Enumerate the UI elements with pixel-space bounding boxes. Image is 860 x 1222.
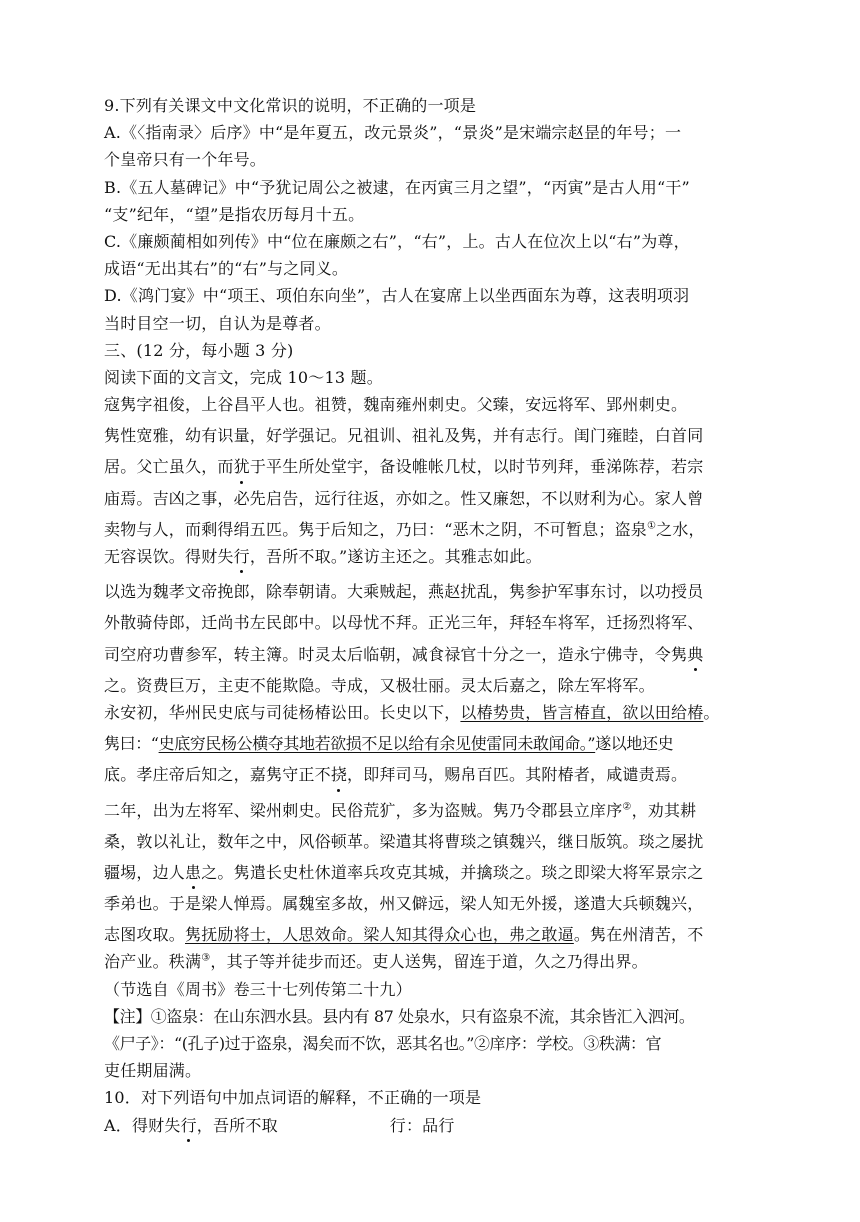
passage-line: [104, 543, 764, 570]
section-3-instruction: 阅读下面的文言文，完成 10～13 题。: [104, 367, 383, 387]
option-gloss: 行：品行: [389, 1115, 455, 1135]
passage-line: [104, 921, 764, 948]
passage-text: 治产业。秩满: [104, 952, 202, 972]
footnote-marker: ①: [646, 520, 657, 532]
passage-line: 以选为魏孝文帝挽郎，除奉朝请。大乘贼起，燕赵扰乱，隽参护军事东讨，以功授员: [104, 582, 704, 602]
passage-text: 。隽在州清苦，不: [573, 925, 704, 945]
exam-page: [104, 92, 764, 1139]
notes: [104, 1003, 764, 1085]
passage-source: （节选自《周书》卷三十七列传第二十九）: [104, 979, 412, 999]
passage-line: 桑，敦以礼让，数年之中，风俗顿革。梁遣其将曹琰之镇魏兴，继日版筑。琰之屡扰: [104, 831, 704, 851]
option-a-line-2: 个皇帝只有一个年号。: [104, 150, 267, 170]
option-c-line-1: C.《廉颇蔺相如列传》中“位在廉颇之右”，“右”，上。古人在位次上以“右”为尊，: [104, 231, 690, 251]
option-text: A．得财失: [104, 1115, 181, 1135]
underlined-sentence: 史底穷民杨公横夺其地若欲损不足以给有余见使雷同未敢闻命。”: [158, 734, 596, 754]
passage: [104, 391, 764, 976]
dotted-word: 挠: [331, 761, 347, 788]
passage-text: 隽曰：“: [104, 734, 159, 754]
note-line: 【注】①盗泉：在山东泗水县。县内有 87 处泉水，只有盗泉不流，其余皆汇入泗河。: [104, 1006, 695, 1026]
passage-line: 之。资费巨万，主吏不能欺隐。寺成，又极壮丽。灵太后嘉之，除左军将军。: [104, 675, 655, 695]
underlined-sentence: 以椿势贵，皆言椿直，欲以田给椿: [460, 702, 704, 722]
dotted-word: 行: [181, 1112, 197, 1139]
passage-text: ，即拜司马，赐帛百匹。其附椿者，咸谴责焉。: [347, 765, 688, 785]
question-9-stem: 9.下列有关课文中文化常识的说明，不正确的一项是: [104, 96, 477, 115]
passage-text: 卖物与人，而剩得绢五匹。隽于后知之，乃曰：“恶木之阴，不可暂息；盗泉: [104, 519, 647, 539]
dotted-word: 典: [687, 641, 703, 668]
passage-text: 。: [703, 702, 720, 722]
question-10: [104, 1084, 764, 1138]
passage-line: [104, 453, 764, 480]
passage-text: 二年，出为左将军、梁州刺史。民俗荒犷，多为盗贼。隽乃令郡县立庠序: [104, 800, 623, 820]
passage-line: [104, 859, 764, 886]
passage-text: 之水，: [656, 519, 705, 539]
passage-text: 志图攻取。: [104, 925, 186, 945]
passage-text: ，吾所不取。”遂访主还之。其雅志如此。: [249, 547, 542, 566]
passage-text: 于平生所处堂宇，备设帷帐几杖，以时节列拜，垂涕陈荐，若宗: [249, 457, 704, 477]
dotted-word: 患: [185, 859, 201, 886]
passage-text: 底。孝庄帝后知之，嘉隽守正不: [104, 765, 331, 785]
note-line: 《尸子》：“(孔子)过于盗泉，渴矣而不饮，恶其名也。”②庠序：学校。③秩满：官: [104, 1034, 662, 1053]
footnote-marker: ②: [622, 801, 632, 813]
passage-text: 之。隽遣长史杜休道率兵攻克其城，并擒琰之。琰之即梁大将军景宗之: [201, 862, 704, 882]
passage-text: 遂以地还史: [595, 734, 674, 754]
passage-line: [104, 730, 764, 757]
question-10-option-a: [104, 1112, 764, 1139]
passage-text: 居。父亡虽久，而: [104, 457, 234, 477]
option-b-line-2: “支”纪年，“望”是指农历每月十五。: [104, 204, 365, 224]
passage-line: 季弟也。于是梁人惮焉。属魏室多故，州又僻远，梁人知无外援，遂遣大兵顿魏兴，: [104, 894, 704, 914]
option-text: ，吾所不取: [196, 1115, 278, 1135]
passage-text: 司空府功曹参军，转主簿。时灵太后临朝，减食禄官十分之一，造永宁佛寺，令隽: [104, 644, 688, 664]
dotted-word: 犹: [234, 453, 250, 480]
passage-text: 永安初，华州民史底与司徒杨椿讼田。长史以下，: [104, 702, 461, 722]
note-line: 吏任期届满。: [104, 1061, 202, 1081]
dotted-word: 行: [234, 543, 250, 570]
passage-line: 隽性宽雅，幼有识量，好学强记。兄祖训、祖礼及隽，并有志行。闺门雍睦，白首同: [104, 426, 704, 446]
passage-line: [104, 797, 764, 824]
option-c-line-2: 成语“无出其右”的“右”与之同义。: [104, 259, 349, 279]
section-3-heading: 三、(12 分，每小题 3 分): [104, 340, 294, 360]
option-a-line-1: A.《〈指南录〉后序》中“是年夏五，改元景炎”，“景炎”是宋端宗赵昰的年号；一: [104, 123, 682, 143]
passage-text: ，劝其耕: [631, 800, 697, 820]
passage-text: 疆埸，边人: [104, 862, 186, 882]
passage-line: [104, 699, 764, 726]
option-d-line-1: D.《鸿门宴》中“项王、项伯东向坐”，古人在宴席上以坐西面东为尊，这表明项羽: [104, 286, 690, 306]
passage-line: [104, 641, 764, 668]
question-10-stem: 10．对下列语句中加点词语的解释，不正确的一项是: [104, 1088, 482, 1108]
passage-line: 外散骑侍郎，迁尚书左民郎中。以母忧不拜。正光三年，拜轻车将军，迁扬烈将军、: [104, 613, 704, 633]
passage-text: 无容误饮。得财失: [104, 547, 234, 566]
passage-line: [104, 516, 764, 543]
passage-line: 庙焉。吉凶之事，必先启告，远行往返，亦如之。性又廉恕，不以财利为心。家人曾: [104, 488, 704, 508]
underlined-sentence: 隽抚励将士，人思效命。梁人知其得众心也，弗之敢逼: [185, 925, 574, 945]
footnote-marker: ③: [201, 953, 211, 965]
passage-line: 寇隽字祖俊，上谷昌平人也。祖赞，魏南雍州刺史。父臻，安远将军、郢州刺史。: [104, 395, 688, 415]
passage-text: ，其子等并徒步而还。吏人送隽，留连于道，久之乃得出界。: [210, 952, 648, 972]
option-b-line-1: B.《五人墓碑记》中“予犹记周公之被逮，在丙寅三月之望”，“丙寅”是古人用“干”: [104, 177, 690, 197]
passage-line: [104, 761, 764, 788]
question-9: [104, 92, 764, 337]
passage-line: [104, 948, 764, 975]
option-d-line-2: 当时目空一切，自认为是尊者。: [104, 313, 331, 333]
